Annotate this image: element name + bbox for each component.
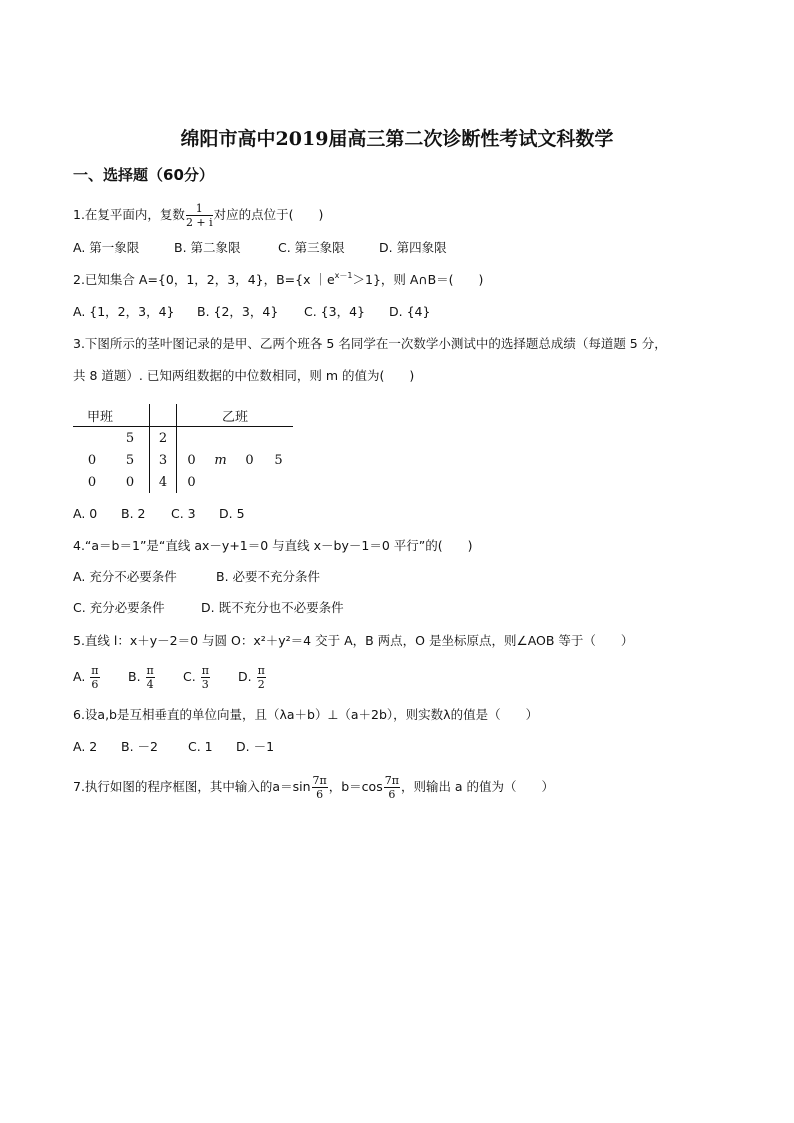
leaf-left: 0 xyxy=(87,452,97,468)
q5-option-a-den: 6 xyxy=(91,678,99,691)
stem-value: 4 xyxy=(150,471,177,493)
leaf-left: 0 xyxy=(87,474,97,490)
q5-option-a-label: A. xyxy=(73,669,86,684)
leaf-right xyxy=(235,427,264,450)
table-header-left: 甲班 xyxy=(73,404,150,427)
q3-options xyxy=(73,504,245,524)
q1-fraction-den: 2 + i xyxy=(185,216,213,229)
q2-suffix: ＞1}，则 A∩B＝( ) xyxy=(352,272,484,287)
q3-option-c: C. 3 xyxy=(171,506,196,521)
q5-option-c-den: 3 xyxy=(201,678,209,691)
table-row xyxy=(73,427,293,450)
q6-option-d: D. －1 xyxy=(236,739,275,754)
q5-option-d-label: D. xyxy=(238,669,252,684)
leaf-right xyxy=(264,471,293,493)
q6-options xyxy=(73,737,274,757)
q7-a-den: 6 xyxy=(316,788,324,801)
section-heading: 一、选择题（60分） xyxy=(73,166,214,184)
question-6: 6.设a,b是互相垂直的单位向量，且（λa＋b）⊥（a＋2b），则实数λ的值是（ ） xyxy=(73,707,539,722)
leaf-right: 0 xyxy=(245,452,254,468)
q2-option-c: C. {3，4} xyxy=(304,304,365,319)
q3-option-d: D. 5 xyxy=(219,506,245,521)
leaf-right: 5 xyxy=(274,452,283,468)
q6-option-a: A. 2 xyxy=(73,739,98,754)
leaf-right: m xyxy=(214,452,227,468)
q7-b-num: 7π xyxy=(384,774,399,787)
q7-b-fraction xyxy=(384,774,400,801)
q4-option-c: C. 充分必要条件 xyxy=(73,600,165,615)
question-3-line-1: 3.下图所示的茎叶图记录的是甲、乙两个班各 5 名同学在一次数学小测试中的选择题总成绩（每道题 5 分， xyxy=(73,336,667,351)
q5-option-a-num: π xyxy=(91,664,99,677)
table-row xyxy=(73,471,293,493)
q4-option-a: A. 充分不必要条件 xyxy=(73,569,177,584)
q1-option-b: B. 第二象限 xyxy=(174,240,241,255)
q3-option-a: A. 0 xyxy=(73,506,98,521)
q5-option-b-num: π xyxy=(146,664,154,677)
q4-options-row-1 xyxy=(73,567,320,587)
q1-option-c: C. 第三象限 xyxy=(278,240,345,255)
question-4: 4.“a＝b＝1”是“直线 ax－y+1＝0 与直线 x－by－1＝0 平行”的( ) xyxy=(73,538,473,553)
leaf-left: 5 xyxy=(125,452,135,468)
leaf-right xyxy=(177,427,207,450)
q5-option-c xyxy=(183,664,238,691)
q1-options xyxy=(73,238,447,258)
q5-option-b-label: B. xyxy=(128,669,141,684)
q5-option-c-label: C. xyxy=(183,669,196,684)
q2-option-b: B. {2，3，4} xyxy=(197,304,279,319)
q2-option-d: D. {4} xyxy=(389,304,431,319)
leaf-right: 0 xyxy=(187,452,196,468)
q6-option-b: B. －2 xyxy=(121,739,158,754)
q5-options xyxy=(73,664,267,691)
question-3-line-2: 共 8 道题）. 已知两组数据的中位数相同，则 m 的值为( ) xyxy=(73,368,415,383)
q1-fraction xyxy=(186,202,213,229)
q2-prefix: 2.已知集合 A={0，1，2，3，4}，B={x ｜e xyxy=(73,272,335,287)
leaf-left xyxy=(73,427,111,450)
leaf-right xyxy=(206,471,235,493)
q2-exponent: x－1 xyxy=(334,271,353,280)
q5-option-d-den: 2 xyxy=(257,678,265,691)
q4-option-b: B. 必要不充分条件 xyxy=(216,569,321,584)
q2-options xyxy=(73,302,430,322)
q5-option-c-num: π xyxy=(201,664,209,677)
q5-option-a xyxy=(73,664,128,691)
q4-options-row-2 xyxy=(73,598,344,618)
stem-leaf-table xyxy=(73,404,293,493)
leaf-right: 0 xyxy=(187,474,196,490)
q1-option-d: D. 第四象限 xyxy=(379,240,447,255)
q7-middle: ，b＝cos xyxy=(328,779,383,794)
q6-option-c: C. 1 xyxy=(188,739,213,754)
table-header-stem xyxy=(150,404,177,427)
page-title: 绵阳市高中2019届高三第二次诊断性考试文科数学 xyxy=(180,128,614,150)
leaf-right xyxy=(206,427,235,450)
stem-value: 3 xyxy=(150,449,177,471)
q1-suffix: 对应的点位于( ) xyxy=(213,207,324,222)
table-row xyxy=(73,449,293,471)
leaf-right xyxy=(264,427,293,450)
q5-option-b-den: 4 xyxy=(146,678,154,691)
leaf-left: 5 xyxy=(125,430,135,446)
q1-prefix: 1.在复平面内，复数 xyxy=(73,207,185,222)
leaf-left: 0 xyxy=(125,474,135,490)
question-2 xyxy=(73,270,483,292)
stem-value: 2 xyxy=(150,427,177,450)
q7-a-fraction xyxy=(312,774,328,801)
q5-option-d-num: π xyxy=(257,664,265,677)
q7-suffix: ，则输出 a 的值为（ ） xyxy=(400,779,555,794)
q4-option-d: D. 既不充分也不必要条件 xyxy=(201,600,344,615)
q1-option-a: A. 第一象限 xyxy=(73,240,140,255)
leaf-right xyxy=(235,471,264,493)
question-5: 5.直线 l：x＋y－2＝0 与圆 O：x²＋y²＝4 交于 A，B 两点，O 是坐标原点，则∠AOB 等于（ ） xyxy=(73,633,634,648)
q7-b-den: 6 xyxy=(388,788,396,801)
q7-a-num: 7π xyxy=(312,774,327,787)
q5-option-b xyxy=(128,664,183,691)
table-header-right: 乙班 xyxy=(177,404,294,427)
q5-option-d xyxy=(238,664,267,691)
question-1 xyxy=(73,202,323,229)
q1-fraction-num: 1 xyxy=(186,202,213,216)
question-7 xyxy=(73,774,554,801)
q7-prefix: 7.执行如图的程序框图，其中输入的a＝sin xyxy=(73,779,311,794)
q2-option-a: A. {1，2，3，4} xyxy=(73,304,175,319)
q3-option-b: B. 2 xyxy=(121,506,146,521)
